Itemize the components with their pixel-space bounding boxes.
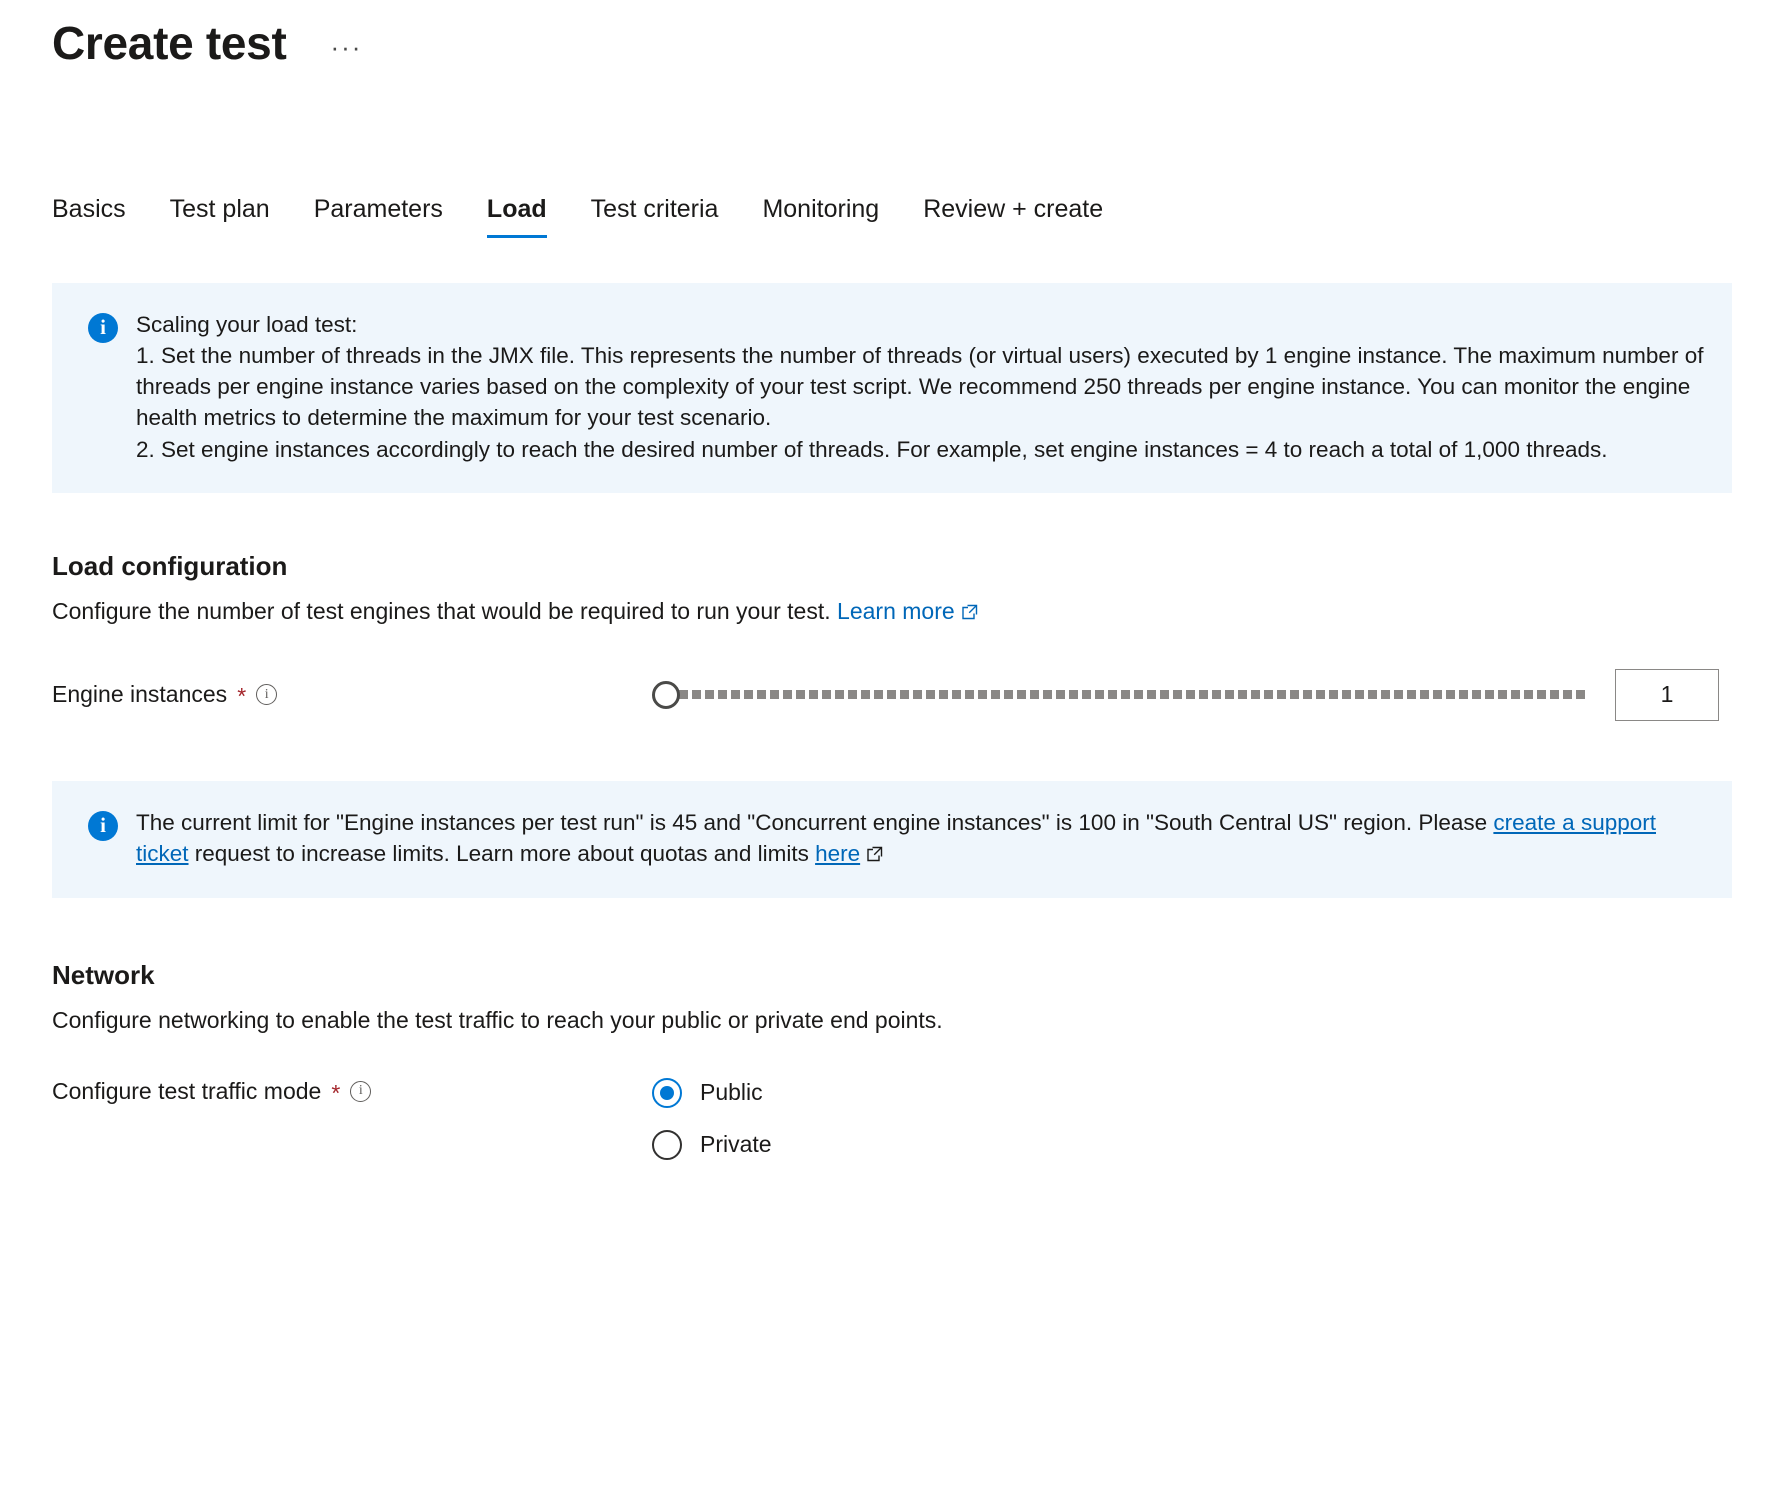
tab-load[interactable]: Load (465, 189, 569, 238)
traffic-mode-label-text: Configure test traffic mode (52, 1077, 322, 1104)
info-icon: i (88, 811, 118, 841)
info-tooltip-icon[interactable]: i (350, 1081, 371, 1102)
load-configuration-description (52, 596, 1735, 627)
required-asterisk: * (331, 1079, 341, 1106)
network-description: Configure networking to enable the test traffic to reach your public or private end points. (52, 1006, 943, 1033)
wizard-tabs (52, 189, 1735, 238)
engine-instances-label (52, 681, 652, 708)
load-configuration-heading: Load configuration (52, 550, 288, 581)
external-link-icon (961, 598, 979, 616)
radio-selected-dot (660, 1086, 674, 1100)
learn-more-link[interactable] (837, 598, 955, 624)
slider-track[interactable] (679, 690, 1587, 699)
scaling-info-text (136, 309, 1704, 465)
tab-basics[interactable]: Basics (52, 194, 126, 223)
engine-instances-slider[interactable] (652, 678, 1587, 712)
tab-monitoring[interactable]: Monitoring (762, 194, 880, 223)
create-support-ticket-link[interactable]: create a support ticket (136, 809, 1656, 867)
slider-thumb[interactable] (652, 681, 680, 709)
tab-parameters[interactable]: Parameters (313, 194, 443, 223)
tab-review-create[interactable]: Review + create (923, 194, 1104, 223)
radio-button-icon[interactable] (652, 1130, 682, 1160)
radio-private[interactable] (652, 1130, 772, 1160)
quotas-here-link[interactable]: here (815, 841, 861, 867)
radio-selected-dot (660, 1138, 674, 1152)
limits-text-part-2: request to increase limits. Learn more about quotas and limits (188, 841, 816, 867)
info-icon: i (88, 313, 118, 343)
info-tooltip-icon[interactable]: i (256, 684, 277, 705)
traffic-mode-label (52, 1076, 652, 1105)
engine-instances-row (52, 669, 1735, 721)
radio-public[interactable] (652, 1078, 772, 1108)
more-options-button[interactable]: ··· (330, 32, 363, 63)
external-link-icon (866, 840, 884, 858)
traffic-mode-row (52, 1076, 1735, 1160)
required-asterisk: * (237, 683, 247, 710)
engine-instances-slider-wrap (652, 669, 1735, 721)
tab-test-plan[interactable]: Test plan (169, 194, 270, 223)
load-configuration-description-text: Configure the number of test engines that would be required to run your test. (52, 597, 831, 624)
tab-test-criteria[interactable]: Test criteria (590, 194, 719, 223)
scaling-info-line-2: 1. Set the number of threads in the JMX file. This represents the number of threads (or virtual users) executed by 1 engine instance. The maximum number of threads per engine instance varies based on the complexity of your test script. We recommend 250 threads per engine instance. You can monitor the engine health metrics to determine the maximum for your test scenario. (136, 342, 1704, 431)
limits-text-part-1: The current limit for "Engine instances per test run" is 45 and "Concurrent engine instances" is 100 in "South Central US" region. Please (136, 809, 1494, 835)
radio-private-label: Private (700, 1131, 772, 1158)
page-title: Create test (52, 17, 287, 69)
radio-button-icon[interactable] (652, 1078, 682, 1108)
engine-instances-label-text: Engine instances (52, 681, 228, 708)
page-header (52, 18, 1735, 69)
network-heading: Network (52, 959, 155, 990)
scaling-info-line-1: Scaling your load test: (136, 311, 358, 337)
traffic-mode-radio-group (652, 1076, 772, 1160)
engine-instances-input[interactable]: 1 (1615, 669, 1719, 721)
limits-info-text (136, 807, 1704, 870)
radio-public-label: Public (700, 1079, 763, 1106)
scaling-info-banner (52, 283, 1732, 493)
scaling-info-line-3: 2. Set engine instances accordingly to reach the desired number of threads. For example, set engine instances = 4 to reach a total of 1,000 threads. (136, 436, 1608, 462)
limits-info-banner (52, 781, 1732, 898)
learn-more-label: Learn more (837, 597, 955, 624)
